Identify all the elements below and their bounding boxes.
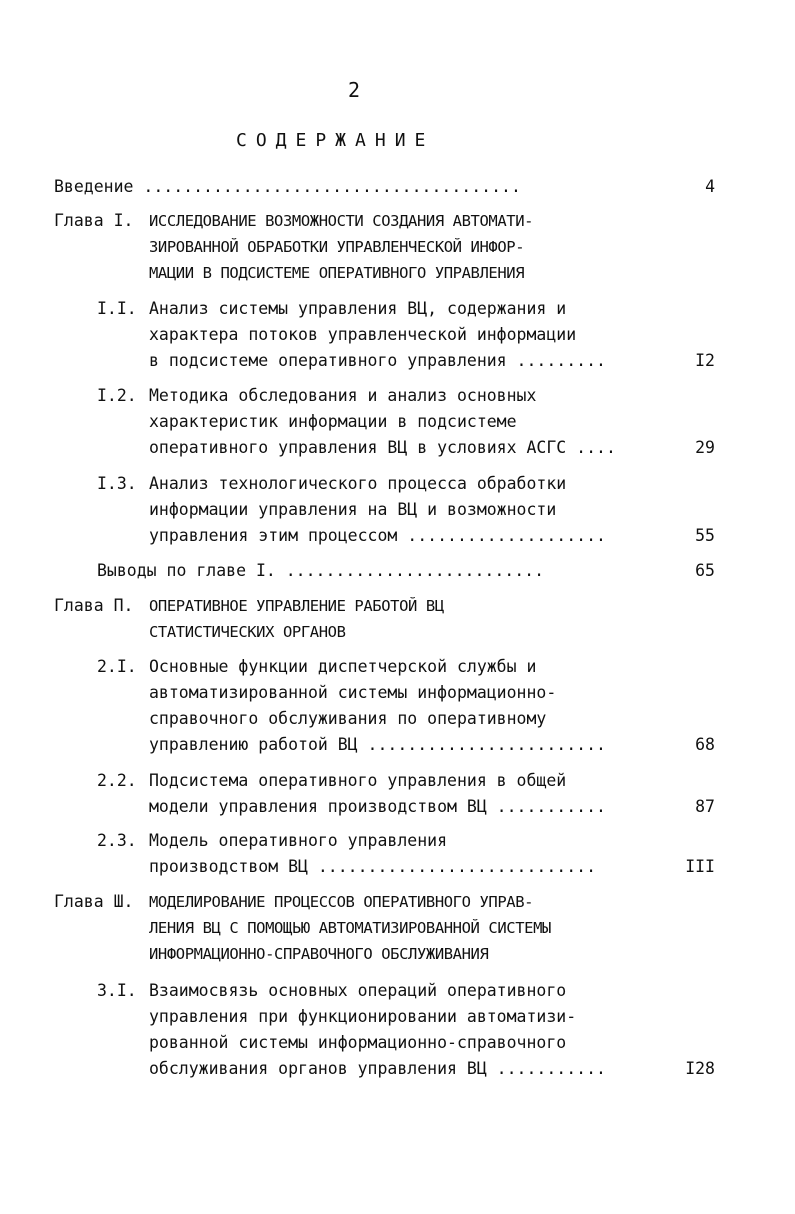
- toc-conclusions-1-page: 65: [695, 561, 715, 580]
- toc-section-2-2-line: модели управления производством ВЦ ...........: [149, 797, 606, 816]
- toc-chapter-3-title-line: МОДЕЛИРОВАНИЕ ПРОЦЕССОВ ОПЕРАТИВНОГО УПРАВ-: [149, 893, 534, 911]
- toc-section-1-1-page: I2: [695, 351, 715, 370]
- toc-section-3-1-line: управления при функционировании автоматизи-: [149, 1007, 577, 1026]
- toc-chapter-1-title-line: ЗИРОВАННОЙ ОБРАБОТКИ УПРАВЛЕНЧЕСКОЙ ИНФОР-: [149, 238, 525, 256]
- toc-section-1-1-line: Анализ системы управления ВЦ, содержания и: [149, 299, 567, 318]
- toc-chapter-3-title-line: ИНФОРМАЦИОННО-СПРАВОЧНОГО ОБСЛУЖИВАНИЯ: [149, 945, 489, 963]
- toc-section-3-1-line: обслуживания органов управления ВЦ ...........: [149, 1059, 606, 1078]
- toc-entry-introduction-line: Введение ......................................: [54, 177, 521, 196]
- toc-section-1-3-page: 55: [695, 526, 715, 545]
- toc-section-1-2-line: характеристик информации в подсистеме: [149, 412, 517, 431]
- toc-section-1-1-line: в подсистеме оперативного управления .........: [149, 351, 606, 370]
- toc-section-2-2-page: 87: [695, 797, 715, 816]
- toc-chapter-1-title-line: ИССЛЕДОВАНИЕ ВОЗМОЖНОСТИ СОЗДАНИЯ АВТОМАТИ-: [149, 212, 534, 230]
- page-number: 2: [348, 78, 361, 102]
- toc-section-1-1-line: характера потоков управленческой информации: [149, 325, 577, 344]
- toc-section-1-2-page: 29: [695, 438, 715, 457]
- toc-section-2-3-line: производством ВЦ ............................: [149, 857, 597, 876]
- toc-section-1-1-label: I.I.: [97, 299, 137, 318]
- toc-section-3-1-line: рованной системы информационно-справочного: [149, 1033, 567, 1052]
- toc-section-2-3-line: Модель оперативного управления: [149, 831, 448, 850]
- toc-section-2-1-line: Основные функции диспетчерской службы и: [149, 657, 537, 676]
- toc-section-2-2-label: 2.2.: [97, 771, 137, 790]
- toc-section-1-3-line: Анализ технологического процесса обработки: [149, 474, 567, 493]
- toc-section-2-2-line: Подсистема оперативного управления в общей: [149, 771, 567, 790]
- toc-chapter-3-label: Глава Ш.: [54, 892, 134, 911]
- toc-section-3-1-label: 3.I.: [97, 981, 137, 1000]
- toc-section-1-3-label: I.3.: [97, 474, 137, 493]
- toc-section-1-3-line: управления этим процессом ....................: [149, 526, 606, 545]
- toc-chapter-3-title-line: ЛЕНИЯ ВЦ С ПОМОЩЬЮ АВТОМАТИЗИРОВАННОЙ СИСТЕМЫ: [149, 919, 551, 937]
- toc-entry-introduction-page: 4: [705, 177, 715, 196]
- toc-chapter-1-label: Глава I.: [54, 211, 134, 230]
- toc-chapter-2-title-line: СТАТИСТИЧЕСКИХ ОРГАНОВ: [149, 623, 346, 641]
- toc-section-2-3-page: III: [685, 857, 715, 876]
- toc-section-2-1-line: автоматизированной системы информационно-: [149, 683, 557, 702]
- toc-chapter-2-title-line: ОПЕРАТИВНОЕ УПРАВЛЕНИЕ РАБОТОЙ ВЦ: [149, 597, 444, 615]
- toc-section-2-1-label: 2.I.: [97, 657, 137, 676]
- toc-chapter-2-label: Глава П.: [54, 596, 134, 615]
- toc-section-2-1-line: управлению работой ВЦ ........................: [149, 735, 606, 754]
- toc-section-1-3-line: информации управления на ВЦ и возможности: [149, 500, 557, 519]
- toc-chapter-1-title-line: МАЦИИ В ПОДСИСТЕМЕ ОПЕРАТИВНОГО УПРАВЛЕНИЯ: [149, 264, 525, 282]
- toc-section-2-3-label: 2.3.: [97, 831, 137, 850]
- toc-section-1-2-line: оперативного управления ВЦ в условиях АСГС ....: [149, 438, 616, 457]
- toc-section-2-1-line: справочного обслуживания по оперативному: [149, 709, 547, 728]
- toc-section-1-2-line: Методика обследования и анализ основных: [149, 386, 537, 405]
- toc-section-1-2-label: I.2.: [97, 386, 137, 405]
- toc-section-3-1-page: I28: [685, 1059, 715, 1078]
- contents-heading: СОДЕРЖАНИЕ: [236, 130, 435, 151]
- toc-section-2-1-page: 68: [695, 735, 715, 754]
- toc-section-3-1-line: Взаимосвязь основных операций оперативного: [149, 981, 567, 1000]
- toc-conclusions-1-line: Выводы по главе I. ..........................: [97, 561, 545, 580]
